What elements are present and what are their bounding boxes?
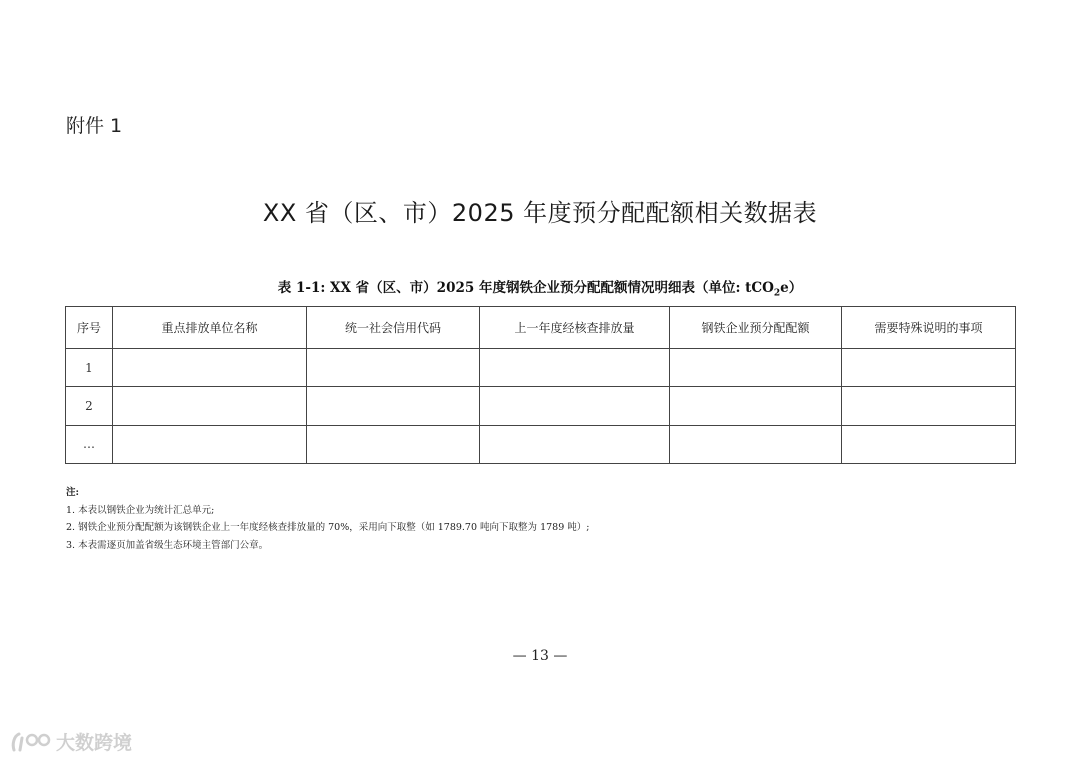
table-title-suffix: e） (780, 280, 803, 296)
table-cell (113, 387, 307, 425)
row-seq: 1 (66, 349, 113, 387)
table-row (66, 387, 1016, 425)
table-notes (66, 484, 589, 554)
watermark-logo-icon (10, 730, 52, 754)
page-number: — 13 — (512, 648, 568, 664)
table-cell (113, 425, 307, 463)
table-cell (113, 349, 307, 387)
header-verified-emissions: 上一年度经核查排放量 (480, 307, 670, 349)
watermark-text: 大数跨境 (56, 732, 133, 754)
notes-heading: 注: (66, 487, 80, 498)
table-cell (842, 349, 1016, 387)
header-credit-code: 统一社会信用代码 (307, 307, 480, 349)
table-cell (480, 387, 670, 425)
document-title: XX 省（区、市）2025 年度预分配配额相关数据表 (262, 199, 818, 227)
note-item: 3. 本表需逐页加盖省级生态环境主管部门公章。 (66, 539, 269, 551)
table-cell (842, 425, 1016, 463)
table-header-row (66, 307, 1016, 349)
table-cell (307, 425, 480, 463)
table-cell (480, 425, 670, 463)
table-cell (307, 349, 480, 387)
table-cell (670, 425, 842, 463)
table-cell (670, 349, 842, 387)
table-title-prefix: 表 1-1: XX 省（区、市）2025 年度钢铁企业预分配配额情况明细表（单位: tCO (277, 280, 774, 296)
table-cell (480, 349, 670, 387)
watermark (10, 728, 132, 755)
header-seq: 序号 (66, 307, 113, 349)
attachment-label: 附件 1 (66, 115, 123, 137)
table-row (66, 425, 1016, 463)
table-cell (670, 387, 842, 425)
header-pre-allocation: 钢铁企业预分配配额 (670, 307, 842, 349)
allocation-table (65, 306, 1016, 464)
row-seq: … (66, 425, 113, 463)
header-entity-name: 重点排放单位名称 (113, 307, 307, 349)
header-special-notes: 需要特殊说明的事项 (842, 307, 1016, 349)
note-item: 2. 钢铁企业预分配配额为该钢铁企业上一年度经核查排放量的 70%，采用向下取整（如 1789.70 吨向下取整为 1789 吨）; (66, 522, 590, 533)
table-cell (842, 387, 1016, 425)
table-row (66, 349, 1016, 387)
table-cell (307, 387, 480, 425)
table-title (0, 276, 1080, 299)
row-seq: 2 (66, 387, 113, 425)
note-item: 1. 本表以钢铁企业为统计汇总单元; (66, 504, 215, 516)
table-title-subscript: 2 (773, 288, 781, 299)
